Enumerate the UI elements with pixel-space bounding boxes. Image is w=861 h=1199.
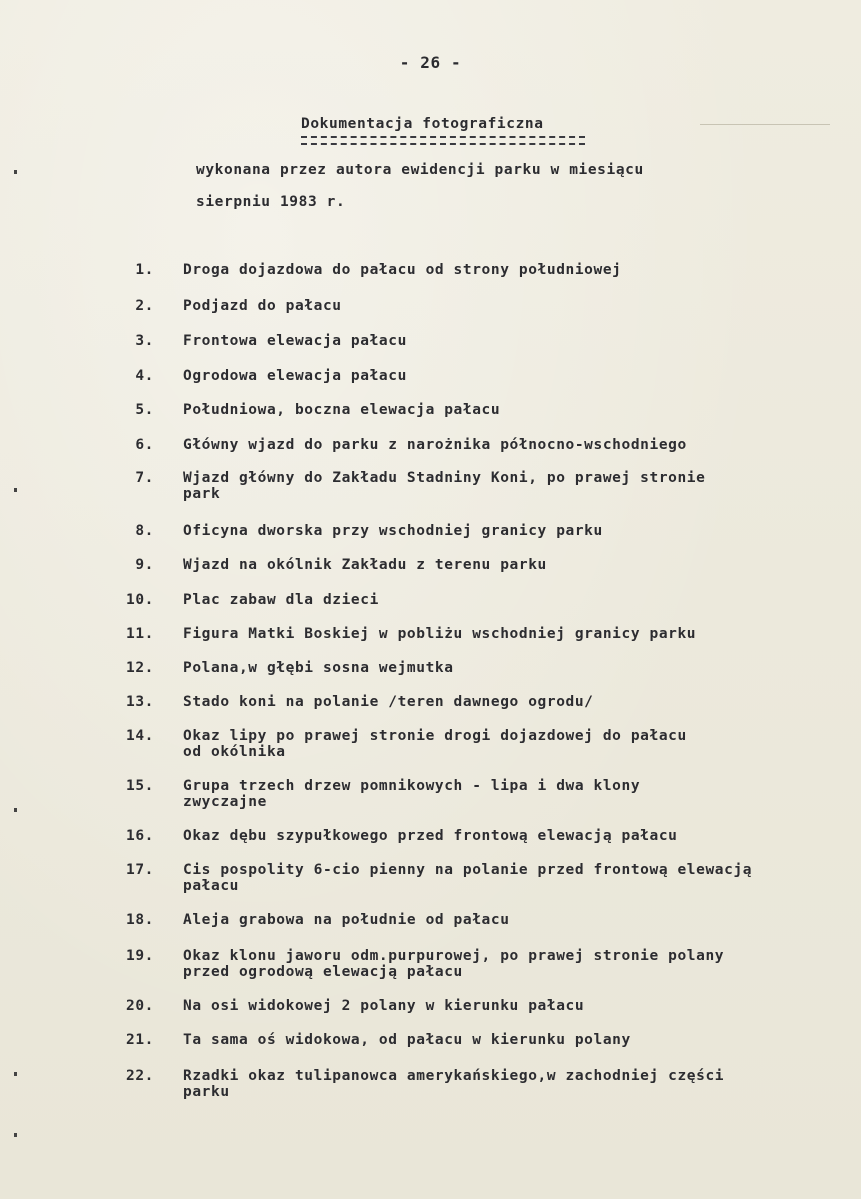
list-item-number: 11. — [126, 626, 154, 642]
list-item-number: 2. — [135, 298, 154, 314]
list-item-text: Stado koni na polanie /teren dawnego ogrodu/ — [183, 694, 594, 710]
list-item-number: 5. — [135, 402, 154, 418]
list-item-text: Plac zabaw dla dzieci — [183, 592, 379, 608]
list-item-number: 3. — [135, 333, 154, 349]
list-item-text-continued: park — [183, 486, 221, 502]
list-item-text-continued: pałacu — [183, 878, 239, 894]
list-item-number: 8. — [135, 523, 154, 539]
list-item-text-continued: od okólnika — [183, 744, 286, 760]
list-item-text: Grupa trzech drzew pomnikowych - lipa i dwa klony — [183, 778, 641, 794]
list-item-number: 14. — [126, 728, 154, 744]
list-item-text: Oficyna dworska przy wschodniej granicy parku — [183, 523, 603, 539]
margin-mark — [14, 1133, 17, 1137]
heading-double-underline — [301, 136, 585, 145]
list-item-text: Aleja grabowa na południe od pałacu — [183, 912, 510, 928]
list-item-text-continued: zwyczajne — [183, 794, 267, 810]
intro-line-1: wykonana przez autora ewidencji parku w miesiącu — [196, 162, 644, 178]
list-item-number: 12. — [126, 660, 154, 676]
document-heading: Dokumentacja fotograficzna — [301, 116, 544, 132]
list-item-text: Polana,w głębi sosna wejmutka — [183, 660, 454, 676]
list-item-number: 9. — [135, 557, 154, 573]
list-item-text: Na osi widokowej 2 polany w kierunku pałacu — [183, 998, 585, 1014]
margin-mark — [14, 170, 17, 174]
list-item-number: 21. — [126, 1032, 154, 1048]
list-item-text: Wjazd główny do Zakładu Stadniny Koni, po prawej stronie — [183, 470, 706, 486]
list-item-text-continued: przed ogrodową elewacją pałacu — [183, 964, 463, 980]
margin-mark — [14, 1072, 17, 1076]
faint-rule — [700, 124, 830, 125]
list-item-number: 13. — [126, 694, 154, 710]
list-item-text: Ogrodowa elewacja pałacu — [183, 368, 407, 384]
list-item-text: Okaz klonu jaworu odm.purpurowej, po prawej stronie polany — [183, 948, 725, 964]
margin-mark — [14, 488, 17, 492]
list-item-text: Południowa, boczna elewacja pałacu — [183, 402, 501, 418]
list-item-text: Ta sama oś widokowa, od pałacu w kierunku polany — [183, 1032, 631, 1048]
margin-mark — [14, 808, 17, 812]
list-item-text: Cis pospolity 6-cio pienny na polanie przed frontową elewacją — [183, 862, 753, 878]
list-item-number: 1. — [135, 262, 154, 278]
list-item-number: 19. — [126, 948, 154, 964]
list-item-text: Okaz dębu szypułkowego przed frontową elewacją pałacu — [183, 828, 678, 844]
page-number: - 26 - — [399, 53, 462, 72]
list-item-number: 17. — [126, 862, 154, 878]
list-item-text: Frontowa elewacja pałacu — [183, 333, 407, 349]
list-item-text: Podjazd do pałacu — [183, 298, 342, 314]
list-item-text-continued: parku — [183, 1084, 230, 1100]
list-item-number: 4. — [135, 368, 154, 384]
list-item-number: 16. — [126, 828, 154, 844]
list-item-text: Rzadki okaz tulipanowca amerykańskiego,w zachodniej części — [183, 1068, 725, 1084]
list-item-number: 15. — [126, 778, 154, 794]
list-item-number: 6. — [135, 437, 154, 453]
list-item-text: Okaz lipy po prawej stronie drogi dojazdowej do pałacu — [183, 728, 687, 744]
list-item-number: 18. — [126, 912, 154, 928]
list-item-text: Wjazd na okólnik Zakładu z terenu parku — [183, 557, 547, 573]
list-item-text: Figura Matki Boskiej w pobliżu wschodniej granicy parku — [183, 626, 697, 642]
list-item-number: 22. — [126, 1068, 154, 1084]
intro-line-2: sierpniu 1983 r. — [196, 194, 346, 210]
list-item-number: 7. — [135, 470, 154, 486]
list-item-text: Droga dojazdowa do pałacu od strony południowej — [183, 262, 622, 278]
list-item-text: Główny wjazd do parku z narożnika północno-wschodniego — [183, 437, 687, 453]
list-item-number: 20. — [126, 998, 154, 1014]
list-item-number: 10. — [126, 592, 154, 608]
